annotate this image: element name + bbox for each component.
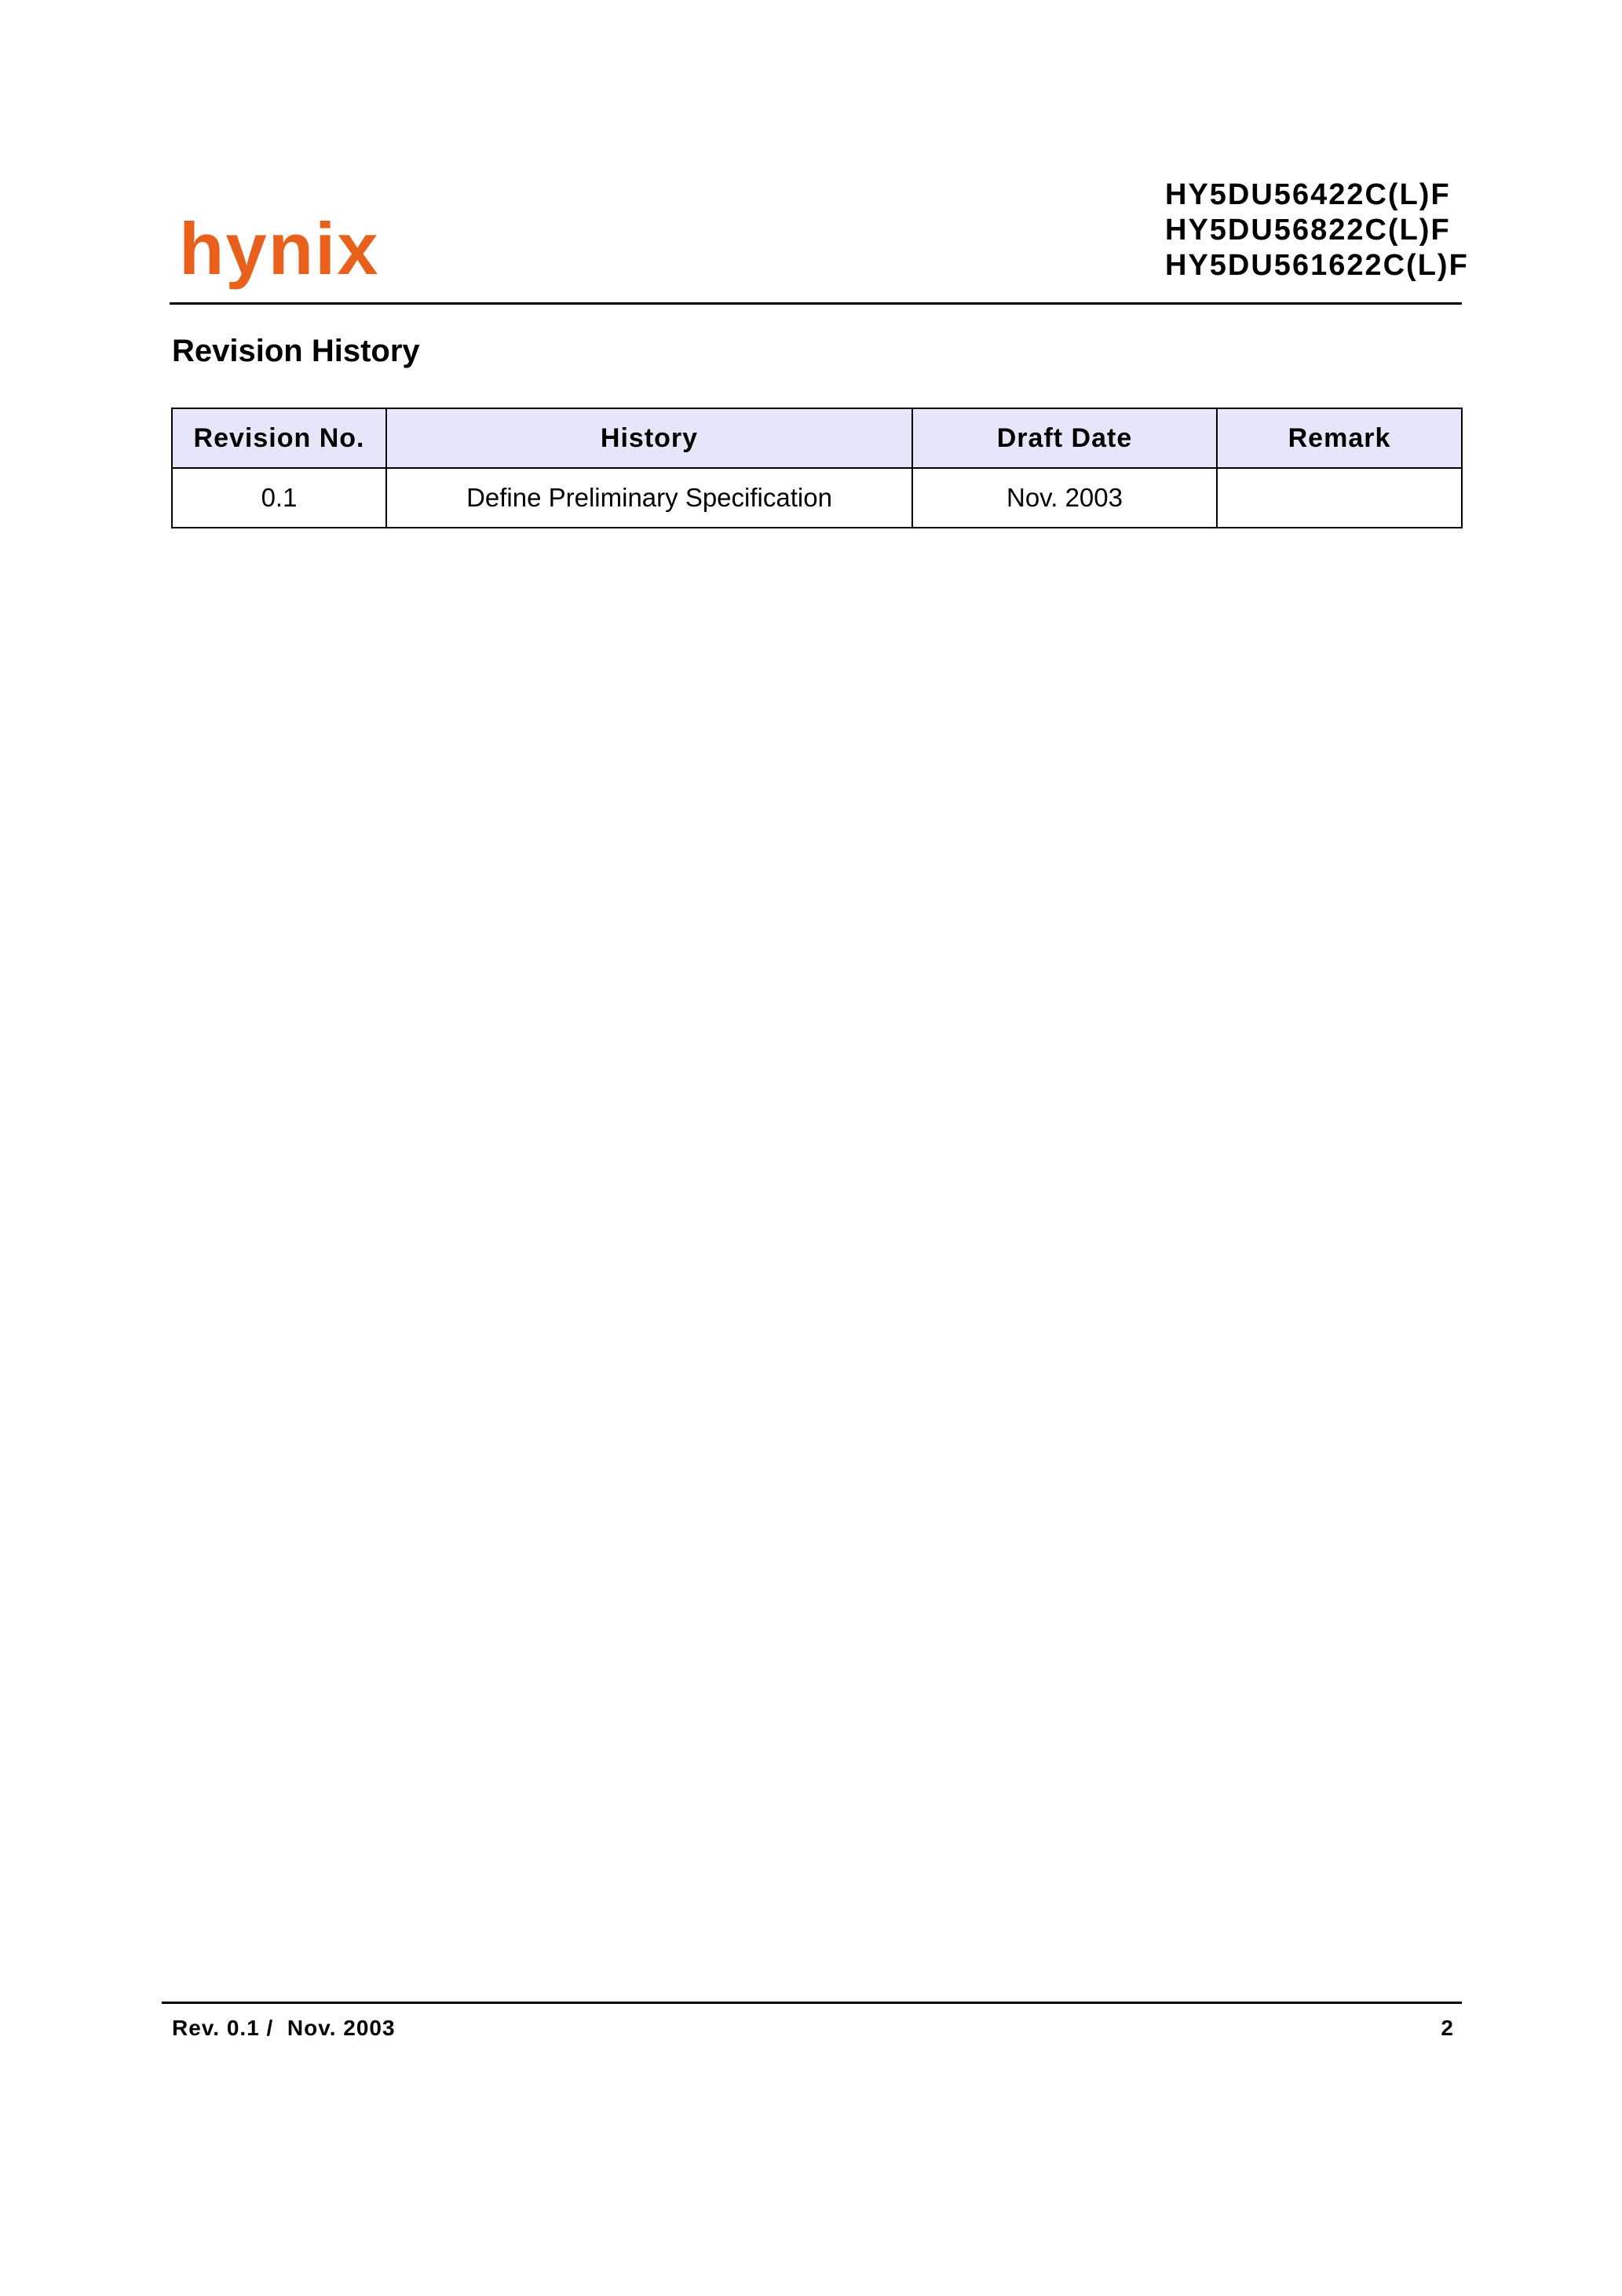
part-number: HY5DU56822C(L)F	[1165, 214, 1451, 247]
part-number: HY5DU56422C(L)F	[1165, 178, 1451, 211]
cell-revision-no: 0.1	[172, 468, 386, 528]
footer-revision-date: Rev. 0.1 / Nov. 2003	[172, 2016, 396, 2040]
header-divider	[170, 302, 1462, 305]
section-title: Revision History	[172, 334, 420, 368]
table-header-row	[172, 408, 1462, 468]
logo-text: hynix	[179, 207, 380, 290]
column-header-remark: Remark	[1217, 408, 1462, 468]
page-number: 2	[1441, 2016, 1453, 2040]
part-number: HY5DU561622C(L)F	[1165, 249, 1469, 282]
cell-remark	[1217, 468, 1462, 528]
cell-history: Define Preliminary Specification	[386, 468, 912, 528]
column-header-history: History	[386, 408, 912, 468]
part-number-list	[1165, 177, 1469, 283]
footer-divider	[162, 2002, 1462, 2004]
cell-draft-date: Nov. 2003	[912, 468, 1217, 528]
column-header-draft-date: Draft Date	[912, 408, 1217, 468]
hynix-logo	[179, 207, 380, 290]
revision-history-table	[171, 408, 1463, 528]
column-header-revision-no: Revision No.	[172, 408, 386, 468]
table-row	[172, 468, 1462, 528]
